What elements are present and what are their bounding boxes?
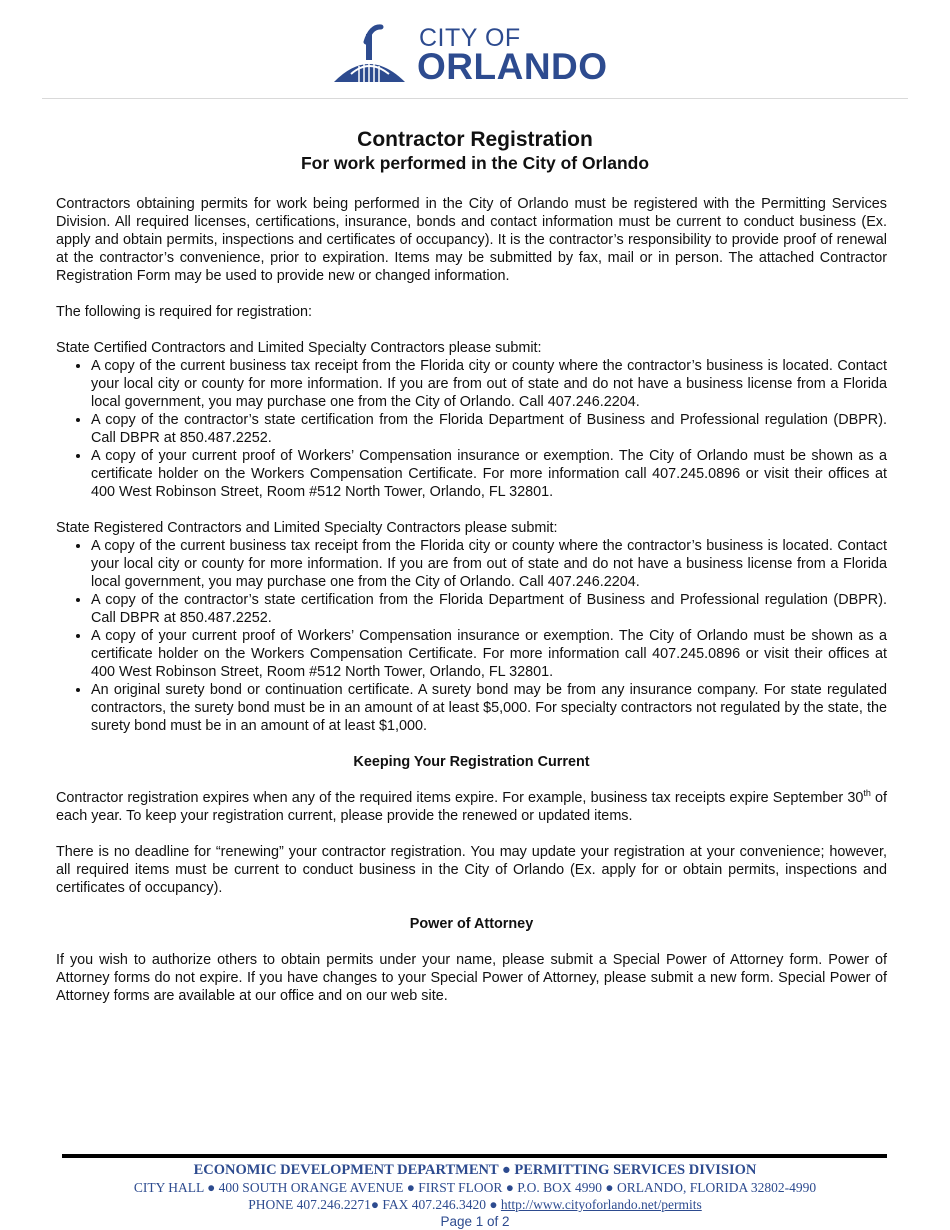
page-number: Page 1 of 2 [440,1214,510,1229]
footer-address: CITY HALL ● 400 SOUTH ORANGE AVENUE ● FIRST FLOOR ● P.O. BOX 4990 ● ORLANDO, FLORIDA 32802-4990 [133,1180,817,1195]
certified-heading: State Certified Contractors and Limited Specialty Contractors please submit: [56,340,542,356]
city-of-orlando-logo [333,22,623,86]
keeping-paragraph-1 [56,789,887,825]
registered-list [56,537,887,735]
permits-website-link[interactable]: http://www.cityoforlando.net/permits [500,1197,702,1212]
keeping-paragraph-2: There is no deadline for “renewing” your contractor registration. You may update your registration at your convenience; however, all required items must be current to conduct business in the City of Orlando (Ex. apply for or obtain permits, inspections and certificates of occupancy). [56,844,887,896]
footer-phone-fax: PHONE 407.246.2271● FAX 407.246.3420 ● [248,1197,501,1212]
intro-paragraph: Contractors obtaining permits for work being performed in the City of Orlando must be registered with the Permitting Services Division. All required licenses, certifications, insurance, bonds and contact information must be current to conduct business (Ex. apply and obtain permits, inspections and certificates of occupancy). It is the contractor’s responsibility to provide proof of renewal at the contractor’s convenience, prior to expiration. Items may be submitted by fax, mail or in person. The attached Contractor Registration Form may be used to provide new or changed information. [56,196,887,284]
logo-text-city-of: CITY OF [419,24,521,52]
logo-text-orlando: ORLANDO [417,46,608,87]
footer-contact [0,1196,950,1213]
list-item: • A copy of your current proof of Workers’ Compensation insurance or exemption. The City of Orlando must be shown as a certificate holder on the Workers Compensation Certificate. For more information call 407.245.0896 or visit their offices at 400 West Robinson Street, Room #512 North Tower, Orlando, FL 32801. [91,627,887,681]
list-item: • A copy of the current business tax receipt from the Florida city or county where the contractor’s business is located. Contact your local city or county for more information. If you are from out of state and do not have a business license from a Florida local government, you may purchase one from the City of Orlando. Call 407.246.2204. [91,537,887,591]
header-divider [42,98,908,99]
keeping-heading: Keeping Your Registration Current [353,754,590,770]
document-subtitle: For work performed in the City of Orlando [300,153,650,173]
list-item: • A copy of the current business tax receipt from the Florida city or county where the contractor’s business is located. Contact your local city or county for more information. If you are from out of state and do not have a business license from a Florida local government, you may purchase one from the City of Orlando. Call 407.246.2204. [91,357,887,411]
poa-heading: Power of Attorney [409,916,534,932]
city-dome-icon [333,22,413,86]
document-body [56,195,887,1005]
ordinal-suffix: th [863,788,871,799]
list-item: • A copy of the contractor’s state certification from the Florida Department of Business and Professional regulation (DBPR). Call DBPR at 850.487.2252. [91,591,887,627]
list-item: • An original surety bond or continuation certificate. A surety bond may be from any insurance company. For state regulated contractors, the surety bond must be in an amount of at least $5,000. For specialty contractors not regulated by the state, the surety bond must be in an amount of at least $1,000. [91,681,887,735]
certified-list [56,357,887,501]
footer-department: ECONOMIC DEVELOPMENT DEPARTMENT ● PERMITTING SERVICES DIVISION [193,1162,757,1178]
footer-divider [62,1154,887,1158]
document-title: Contractor Registration [357,128,593,151]
required-intro: The following is required for registration: [56,304,312,320]
keeping-p1-start: Contractor registration expires when any of the required items expire. For example, business tax receipts expire September 30 [56,790,864,806]
list-item: • A copy of the contractor’s state certification from the Florida Department of Business and Professional regulation (DBPR). Call DBPR at 850.487.2252. [91,411,887,447]
registered-heading: State Registered Contractors and Limited Specialty Contractors please submit: [56,520,558,536]
keeping-p1-end: of each year. To keep your registration current, please provide the renewed or updated items. [56,790,887,824]
footer [0,1162,950,1230]
list-item: • A copy of your current proof of Workers’ Compensation insurance or exemption. The City of Orlando must be shown as a certificate holder on the Workers Compensation Certificate. For more information call 407.245.0896 or visit their offices at 400 West Robinson Street, Room #512 North Tower, Orlando, FL 32801. [91,447,887,501]
poa-paragraph: If you wish to authorize others to obtain permits under your name, please submit a Special Power of Attorney form. Power of Attorney forms do not expire. If you have changes to your Special Power of Attorney, please submit a new form. Special Power of Attorney forms are available at our office and on our web site. [56,952,887,1004]
